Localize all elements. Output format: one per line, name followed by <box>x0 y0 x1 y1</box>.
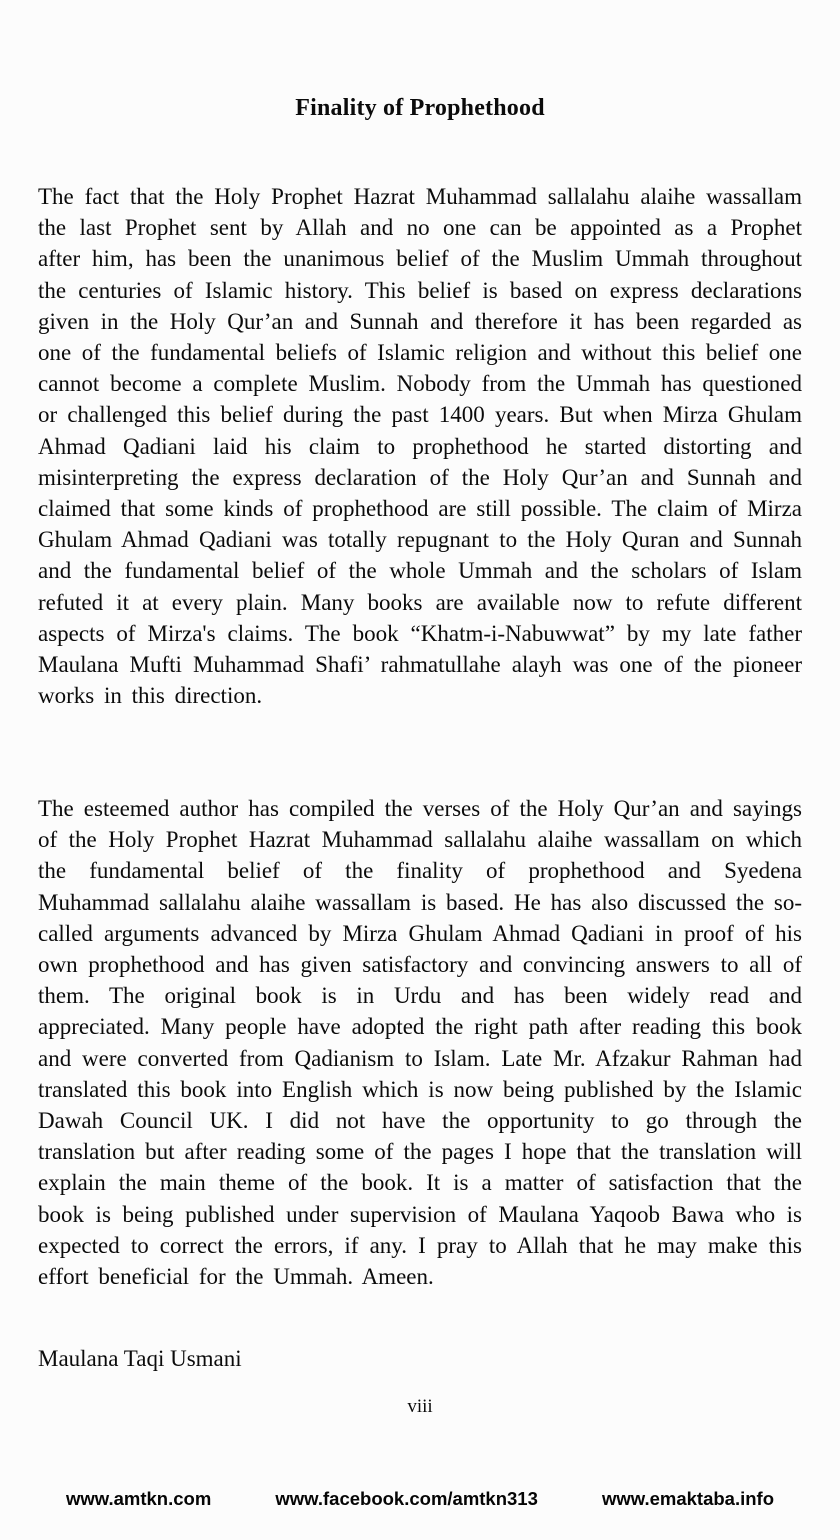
page-number: viii <box>407 1396 433 1417</box>
author-signature: Maulana Taqi Usmani <box>38 1346 242 1371</box>
footer-link-emaktaba: www.emaktaba.info <box>601 1488 774 1509</box>
paragraph: The fact that the Holy Prophet Hazrat Muhammad sallalahu alaihe wassallam the last Prophet sent by Allah and no one can be appointed as a Prophet after him, has been the unanimous belief of the Muslim Ummah throughout the centuries of Islamic history. This belief is based on express declarations given in the Holy Qur’an and Sunnah and therefore it has been regarded as one of the fundamental beliefs of Islamic religion and without this belief one cannot become a complete Muslim. Nobody from the Ummah has questioned or challenged this belief during the past 1400 years. But when Mirza Ghulam Ahmad Qadiani laid his claim to prophethood he started distorting and misinterpreting the express declaration of the Holy Qur’an and Sunnah and claimed that some kinds of prophethood are still possible. The claim of Mirza Ghulam Ahmad Qadiani was totally repugnant to the Holy Quran and Sunnah and the fundamental belief of the whole Ummah and the scholars of Islam refuted it at every plain. Many books are available now to refute different aspects of Mirza's claims. The book “Khatm-i-Nabuwwat” by my late father Maulana Mufti Muhammad Shafi’ rahmatullahe alayh was one of the pioneer works in this direction. <box>38 184 802 709</box>
paragraph: The esteemed author has compiled the verses of the Holy Qur’an and sayings of the Holy Prophet Hazrat Muhammad sallalahu alaihe wassallam on which the fundamental belief of the finality of prophethood and Syedena Muhammad sallalahu alaihe wassallam is based. He has also discussed the so-called arguments advanced by Mirza Ghulam Ahmad Qadiani in proof of his own prophethood and has given satisfactory and convincing answers to all of them. The original book is in Urdu and has been widely read and appreciated. Many people have adopted the right path after reading this book and were converted from Qadianism to Islam. Late Mr. Afzakur Rahman had translated this book into English which is now being published by the Islamic Dawah Council UK. I did not have the opportunity to go through the translation but after reading some of the pages I hope that the translation will explain the main theme of the book. It is a matter of satisfaction that the book is being published under supervision of Maulana Yaqoob Bawa who is expected to correct the errors, if any. I pray to Allah that he may make this effort beneficial for the Ummah. Ameen. <box>38 796 802 1290</box>
page-title: Finality of Prophethood <box>295 95 545 121</box>
footer-link-amtkn: www.amtkn.com <box>66 1488 212 1509</box>
footer-link-facebook: www.facebook.com/amtkn313 <box>275 1488 538 1509</box>
footer <box>66 1488 774 1510</box>
